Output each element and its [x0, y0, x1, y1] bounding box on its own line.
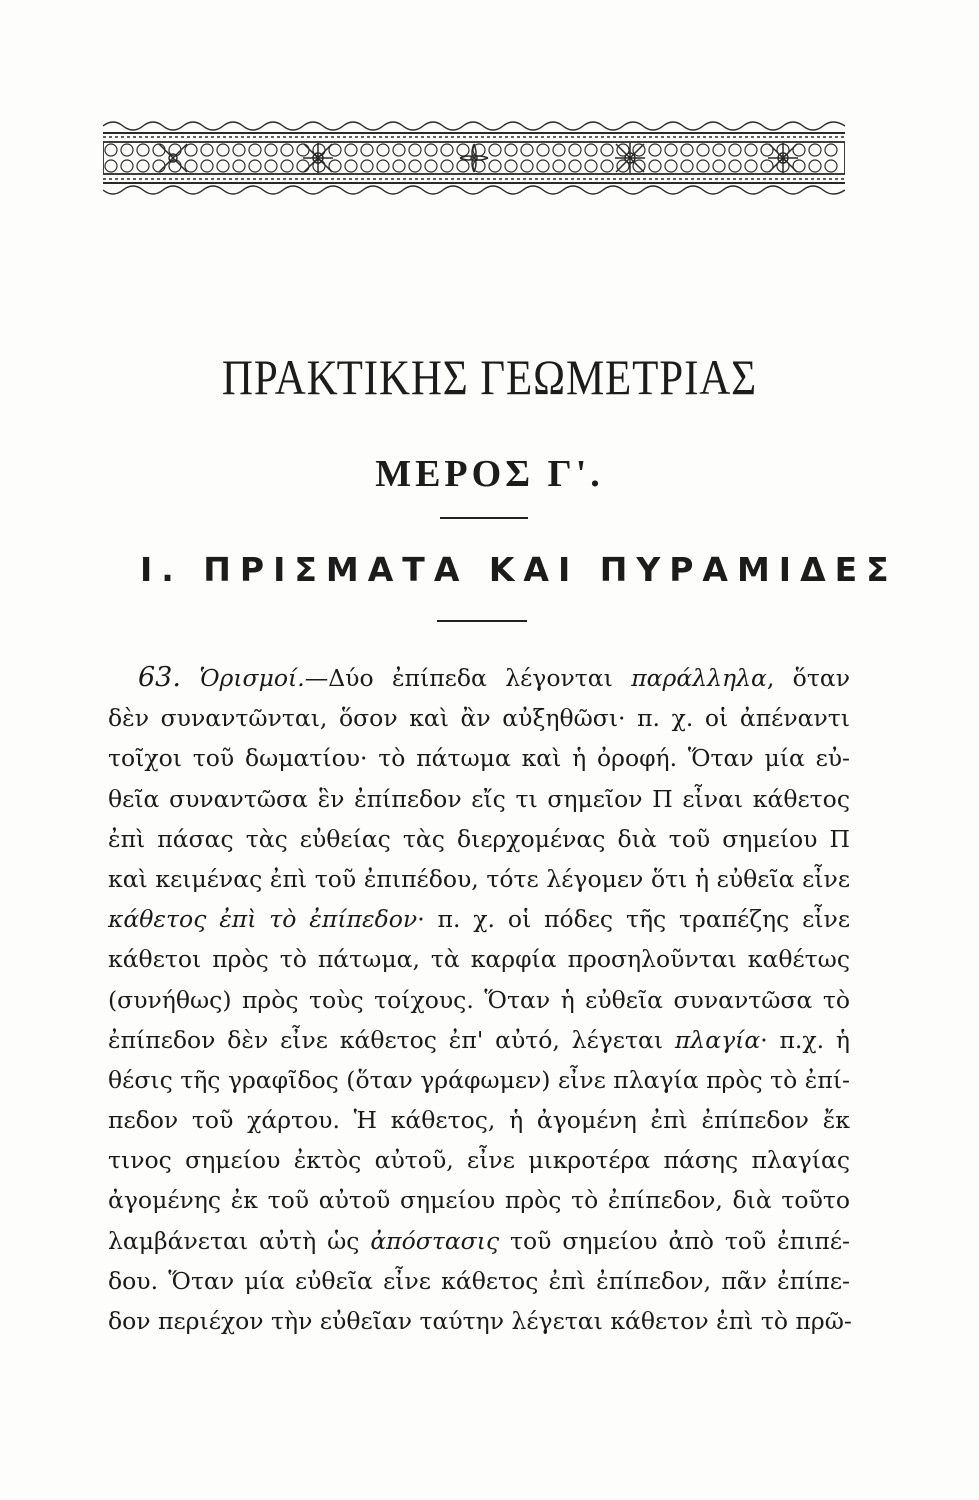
text-segment: , ὅταν: [766, 664, 850, 692]
ornament-ring: [809, 144, 821, 156]
ornament-ring: [681, 144, 693, 156]
page-title: ΠΡΑΚΤΙΚΗΣ ΓΕΩΜΕΤΡΙΑΣ: [221, 349, 758, 405]
text-line: δου. Ὅταν μία εὐθεῖα εἶνε κάθετος ἐπὶ ἐπίπεδον, πᾶν ἐπίπε-: [108, 1266, 850, 1295]
ornament-ring: [441, 160, 453, 172]
paragraph-number: 63.: [138, 662, 181, 693]
ornament-ring: [201, 160, 213, 172]
text-line: [108, 1020, 850, 1060]
ornament-ring: [233, 144, 245, 156]
text-line: [108, 658, 850, 698]
ornament-ring: [729, 144, 741, 156]
ornament-ring: [601, 160, 613, 172]
ornament-ring: [137, 144, 149, 156]
ornament-ring: [217, 144, 229, 156]
ornament-ring: [281, 144, 293, 156]
ornament-ring: [137, 160, 149, 172]
text-line: [108, 1221, 850, 1261]
ornament-ring: [233, 160, 245, 172]
text-line: δον περιέχον τὴν εὐθεῖαν ταύτην λέγεται κάθετον ἐπὶ τὸ πρῶ-: [108, 1307, 852, 1335]
ornament-ring: [377, 144, 389, 156]
part-title: ΜΕΡΟΣ Γ'.: [375, 453, 604, 495]
ornament-ring: [489, 160, 501, 172]
ornament-ring: [105, 160, 117, 172]
text-segment: · π. χ. οἱ πόδες τῆς τραπέζης εἶνε: [417, 905, 850, 934]
ornament-ring: [537, 144, 549, 156]
section-title: Ι. ΠΡΙΣΜΑΤΑ ΚΑΙ ΠΥΡΑΜΙΔΕΣ: [140, 550, 898, 589]
ornament-ring: [361, 160, 373, 172]
text-line: καὶ κειμένας ἐπὶ τοῦ ἐπιπέδου, τότε λέγομεν ὅτι ἡ εὐθεῖα εἶνε: [108, 864, 850, 893]
ornament-ring: [409, 160, 421, 172]
emphasized-term: πλαγία: [674, 1025, 761, 1054]
ornament-ring: [649, 160, 661, 172]
ornament-ring: [825, 144, 837, 156]
decorative-header-ornament: [103, 118, 845, 196]
ornament-ring: [201, 144, 213, 156]
ornament-ring: [553, 144, 565, 156]
text-line: δὲν συναντῶνται, ὅσον καὶ ἂν αὐξηθῶσι· π. χ. οἱ ἀπέναντι: [108, 704, 850, 733]
emphasized-term: παράλληλα: [631, 664, 767, 692]
ornament-ring: [425, 144, 437, 156]
ornament-ring: [697, 144, 709, 156]
ornament-ring: [249, 144, 261, 156]
ornament-ring: [681, 160, 693, 172]
ornament-ring: [393, 160, 405, 172]
ornament-ring: [665, 144, 677, 156]
text-line: (συνήθως) πρὸς τοὺς τοίχους. Ὅταν ἡ εὐθεῖα συναντῶσα τὸ: [108, 985, 850, 1014]
text-segment: —Δύο ἐπίπεδα λέγονται: [304, 664, 632, 692]
divider-rule: [437, 620, 527, 622]
ornament-ring: [185, 160, 197, 172]
ornament-ring: [825, 160, 837, 172]
text-segment: · π.χ. ἡ: [760, 1025, 850, 1054]
ornament-ring: [585, 144, 597, 156]
ornament-ring: [745, 160, 757, 172]
ornament-ring: [649, 144, 661, 156]
ornament-ring: [265, 144, 277, 156]
ornament-ring: [809, 160, 821, 172]
ornament-ring: [281, 160, 293, 172]
text-segment: ἐπίπεδον δὲν εἶνε κάθετος ἐπ' αὐτό, λέγεται: [108, 1025, 675, 1054]
text-line: ἀγομένης ἐκ τοῦ αὐτοῦ σημείου πρὸς τὸ ἐπίπεδον, διὰ τοῦτο: [108, 1186, 850, 1215]
emphasized-term: ἀπόστασις: [370, 1226, 500, 1255]
ornament-ring: [249, 160, 261, 172]
ornament-ring: [521, 144, 533, 156]
paragraph-body: [108, 658, 850, 1341]
ornament-ring: [569, 160, 581, 172]
ornament-ring: [265, 160, 277, 172]
ornament-ring: [521, 160, 533, 172]
ornament-ring: [713, 144, 725, 156]
ornament-ring: [217, 160, 229, 172]
text-line: τινος σημείου ἐκτὸς αὐτοῦ, εἶνε μικροτέρα πάσης πλαγίας: [108, 1146, 850, 1175]
ornament-ring: [585, 160, 597, 172]
ornament-ring: [713, 160, 725, 172]
ornament-ring: [393, 144, 405, 156]
ornament-ring: [457, 160, 469, 172]
text-line: πεδον τοῦ χάρτου. Ἡ κάθετος, ἡ ἀγομένη ἐπὶ ἐπίπεδον ἔκ: [108, 1106, 850, 1135]
ornament-ring: [105, 144, 117, 156]
ornament-ring: [665, 160, 677, 172]
ornament-ring: [505, 160, 517, 172]
ornament-ring: [345, 160, 357, 172]
ornament-ring: [345, 144, 357, 156]
ornament-ring: [121, 160, 133, 172]
text-line: θεῖα συναντῶσα ἓν ἐπίπεδον εἴς τι σημεῖον Π εἶναι κάθετος: [108, 784, 850, 813]
text-segment: λαμβάνεται αὐτὴ ὡς: [108, 1226, 371, 1255]
ornament-ring: [553, 160, 565, 172]
ornament-ring: [121, 144, 133, 156]
text-line: κάθετοι πρὸς τὸ πάτωμα, τὰ καρφία προσηλοῦνται καθέτως: [108, 945, 850, 974]
ornament-ring: [745, 144, 757, 156]
divider-rule: [440, 517, 528, 519]
ornament-ring: [441, 144, 453, 156]
ornament-ring: [377, 160, 389, 172]
ornament-ring: [569, 144, 581, 156]
ornament-ring: [185, 144, 197, 156]
emphasized-term: κάθετος ἐπὶ τὸ ἐπίπεδον: [108, 905, 418, 934]
ornament-ring: [729, 160, 741, 172]
ornament-ring: [361, 144, 373, 156]
ornament-ring: [601, 144, 613, 156]
ornament-ring: [409, 144, 421, 156]
ornament-ring: [457, 144, 469, 156]
ornament-ring: [297, 144, 309, 156]
ornament-ring: [697, 160, 709, 172]
ornament-ring: [489, 144, 501, 156]
text-segment: τοῦ σημείου ἀπὸ τοῦ ἐπιπέ-: [499, 1226, 850, 1255]
text-line: ἐπὶ πάσας τὰς εὐθείας τὰς διερχομένας διὰ τοῦ σημείου Π: [108, 824, 850, 853]
text-line: τοῖχοι τοῦ δωματίου· τὸ πάτωμα καὶ ἡ ὀροφή. Ὅταν μία εὐ-: [108, 744, 850, 773]
text-line: θέσις τῆς γραφῖδος (ὅταν γράφωμεν) εἶνε πλαγία πρὸς τὸ ἐπί-: [108, 1065, 850, 1094]
text-line: [108, 899, 850, 939]
ornament-ring: [153, 144, 165, 156]
ornament-ring: [297, 160, 309, 172]
ornament-ring: [153, 160, 165, 172]
ornament-ring: [537, 160, 549, 172]
ornament-ring: [425, 160, 437, 172]
paragraph-heading: Ὁρισμοί.: [199, 664, 305, 692]
ornament-ring: [505, 144, 517, 156]
